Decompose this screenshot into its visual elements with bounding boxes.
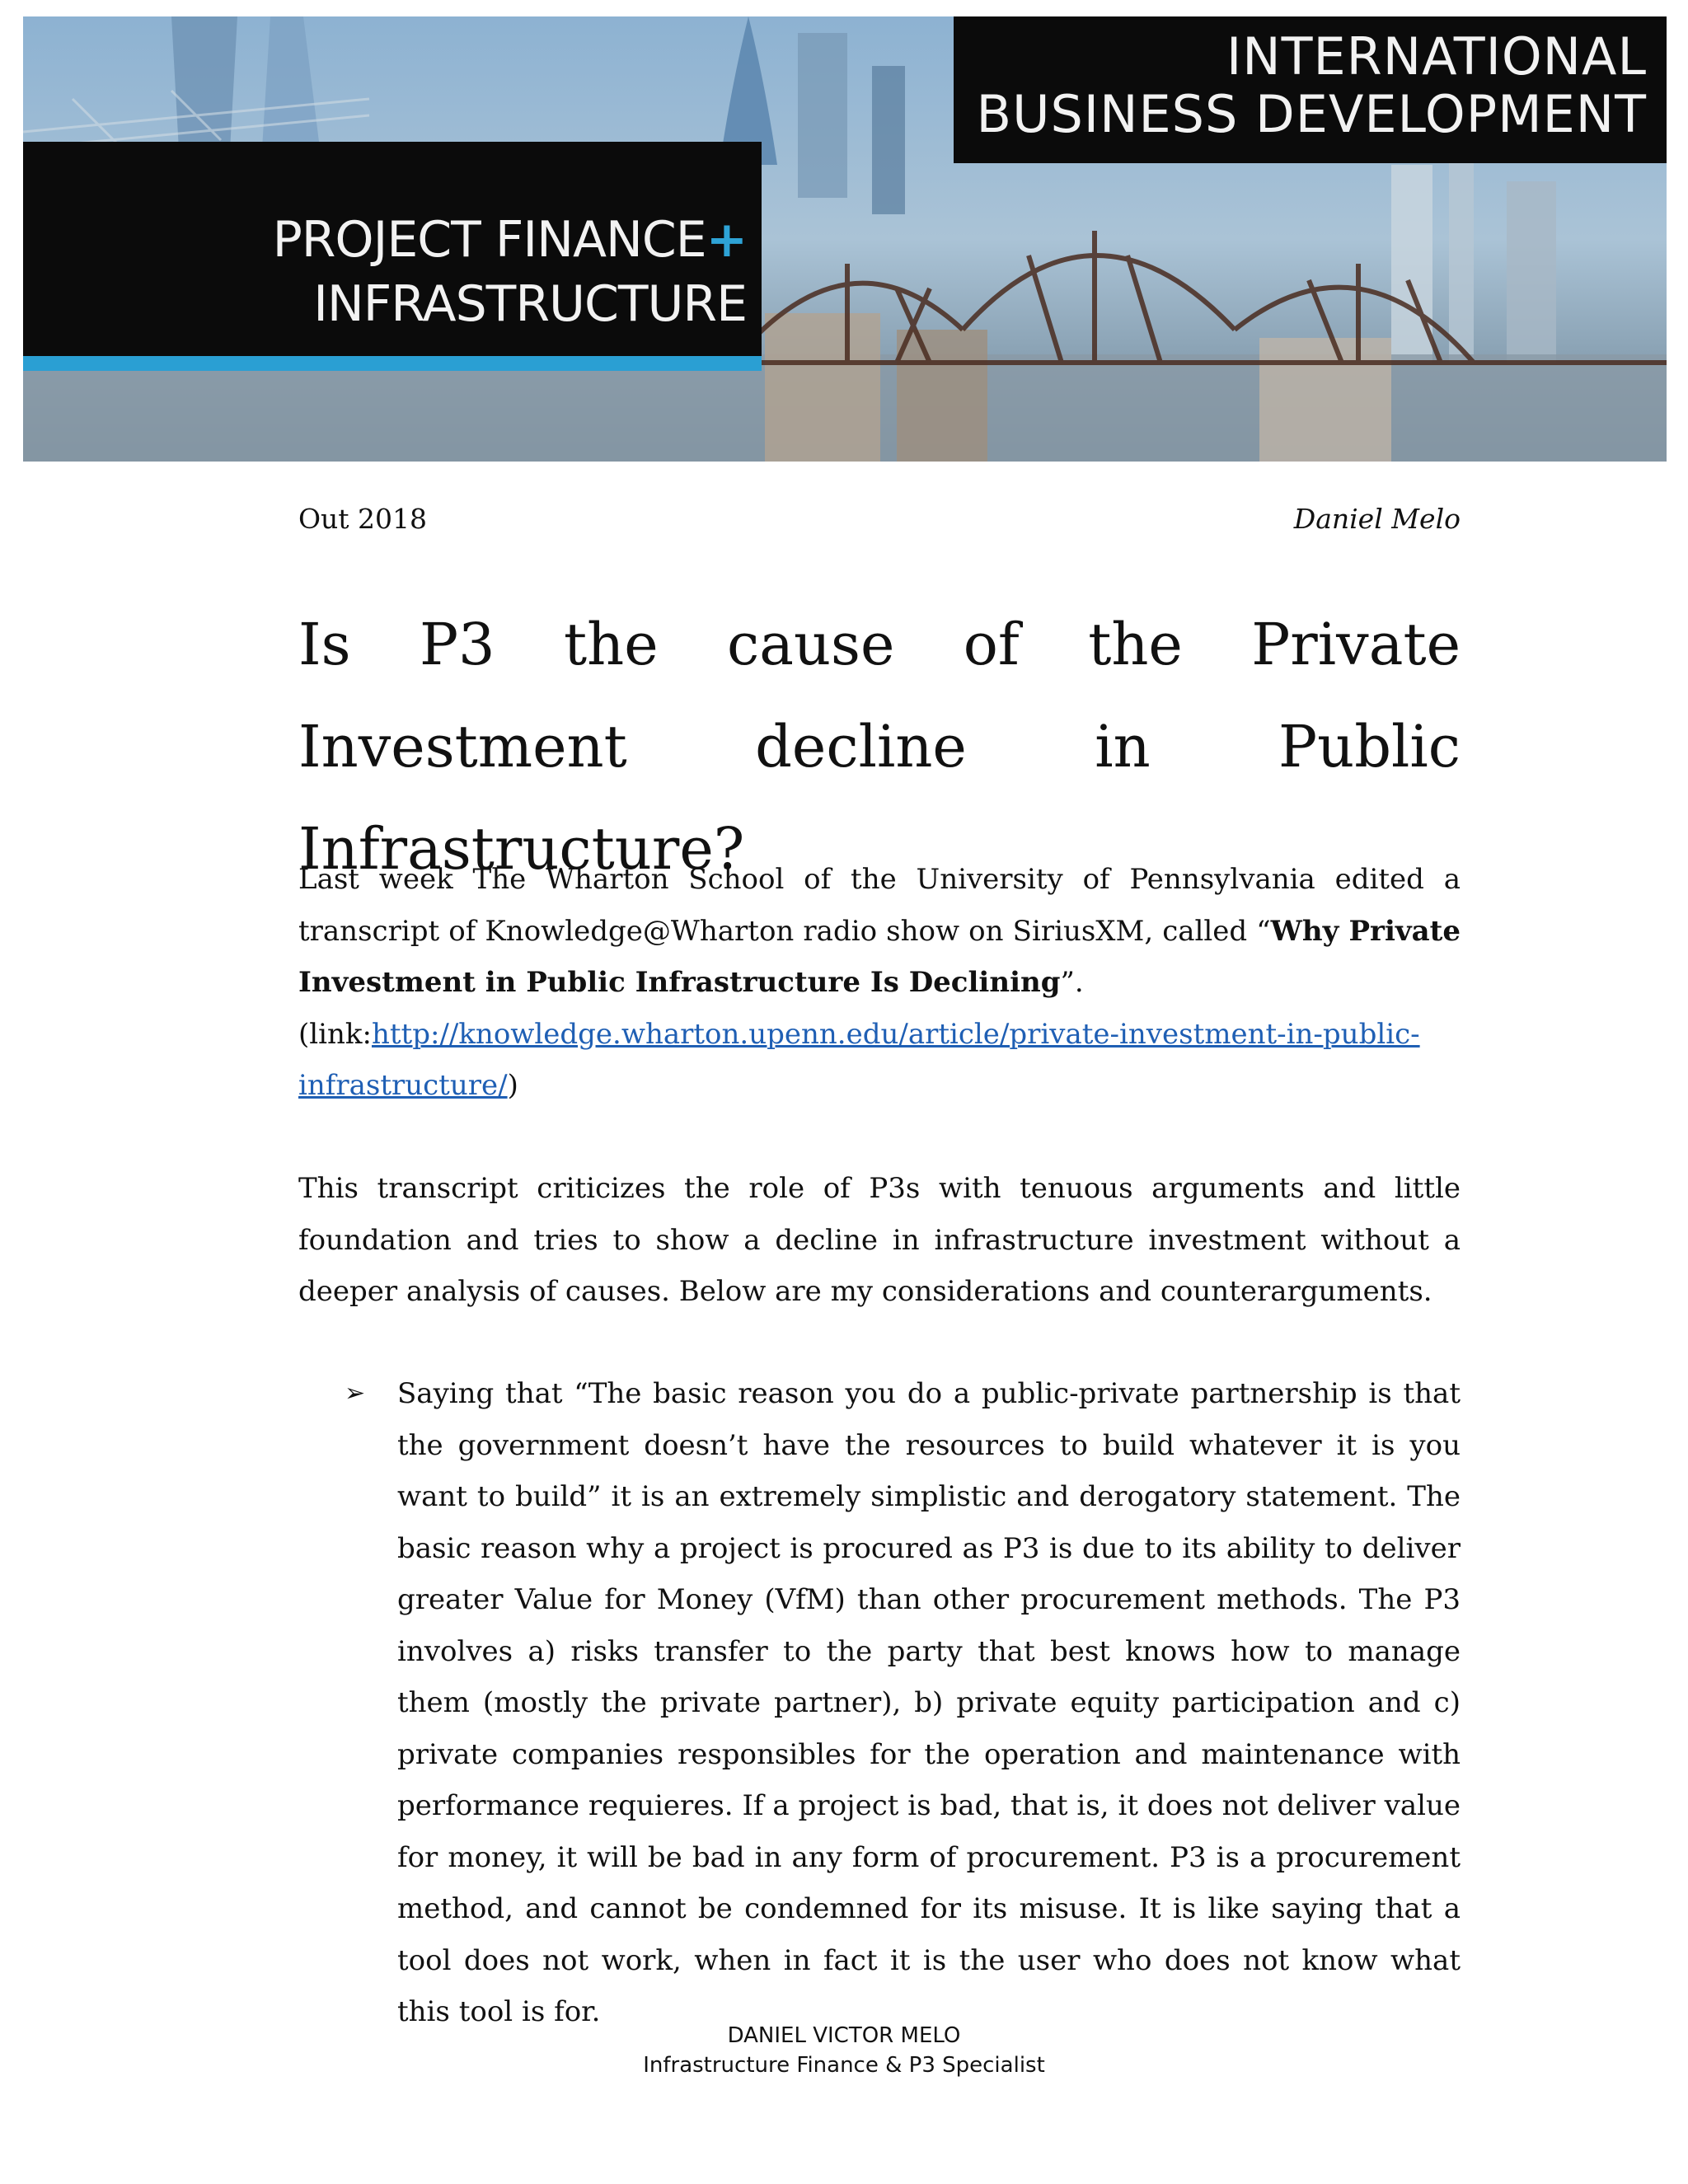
plus-icon: +: [706, 211, 747, 269]
list-item: [345, 1368, 1461, 2038]
banner-title-right-line2: BUSINESS DEVELOPMENT: [976, 84, 1647, 144]
article-title: Is P3 the cause of the Private Investment decline in Public Infrastructure?: [298, 611, 1461, 883]
transcript-link[interactable]: http://knowledge.wharton.upenn.edu/article/private-investment-in-public-infrastructure/: [298, 1017, 1420, 1102]
banner-title-left: [23, 142, 762, 358]
banner-accent-stripe: [23, 356, 762, 371]
footer-name: DANIEL VICTOR MELO: [727, 2023, 961, 2048]
banner-title-right-line1: INTERNATIONAL: [1226, 26, 1647, 87]
article-author: Daniel Melo: [1293, 503, 1461, 535]
article-date: Out 2018: [298, 503, 428, 535]
banner-title-right: [954, 16, 1667, 163]
transcript-title: Why Private Investment in Public Infrastructure Is Declining: [298, 914, 1461, 999]
arrowhead-bullet-icon: ➢: [345, 1379, 366, 1408]
link-suffix: ): [507, 1069, 518, 1102]
intro-paragraph: [298, 854, 1461, 1112]
header-banner: [23, 16, 1667, 462]
link-prefix: (link:: [298, 1017, 372, 1051]
critique-paragraph: This transcript criticizes the role of P3s with tenuous arguments and little foundation and tries to show a decline in infrastructure investment without a deeper analysis of causes. Below are my considerations and counterarguments.: [298, 1172, 1461, 1308]
page-footer: [0, 2021, 1688, 2080]
banner-title-left-line2: INFRASTRUCTURE: [313, 275, 747, 333]
intro-text-end: ”.: [1060, 966, 1084, 999]
footer-role: Infrastructure Finance & P3 Specialist: [643, 2053, 1045, 2078]
bullet-text: Saying that “The basic reason you do a public-private partnership is that the government doesn’t have the resources to build whatever it is you want to build” it is an extremely simplistic and derogatory statement. The basic reason why a project is procured as P3 is due to its ability to deliver greater Value for Money (VfM) than other procurement methods. The P3 involves a) risks transfer to the party that best knows how to manage them (mostly the private partner), b) private equity participation and c) private companies responsibles for the operation and maintenance with performance requieres. If a project is bad, that is, it does not deliver value for money, it will be bad in any form of procurement. P3 is a procurement method, and cannot be condemned for its misuse. It is like saying that a tool does not work, when in fact it is the user who does not know what this tool is for.: [397, 1377, 1461, 2028]
intro-text: Last week The Wharton School of the University of Pennsylvania edited a transcript of Knowledge@Wharton radio show on SiriusXM, called “: [298, 863, 1461, 948]
banner-title-left-line1: PROJECT FINANCE: [272, 211, 706, 269]
